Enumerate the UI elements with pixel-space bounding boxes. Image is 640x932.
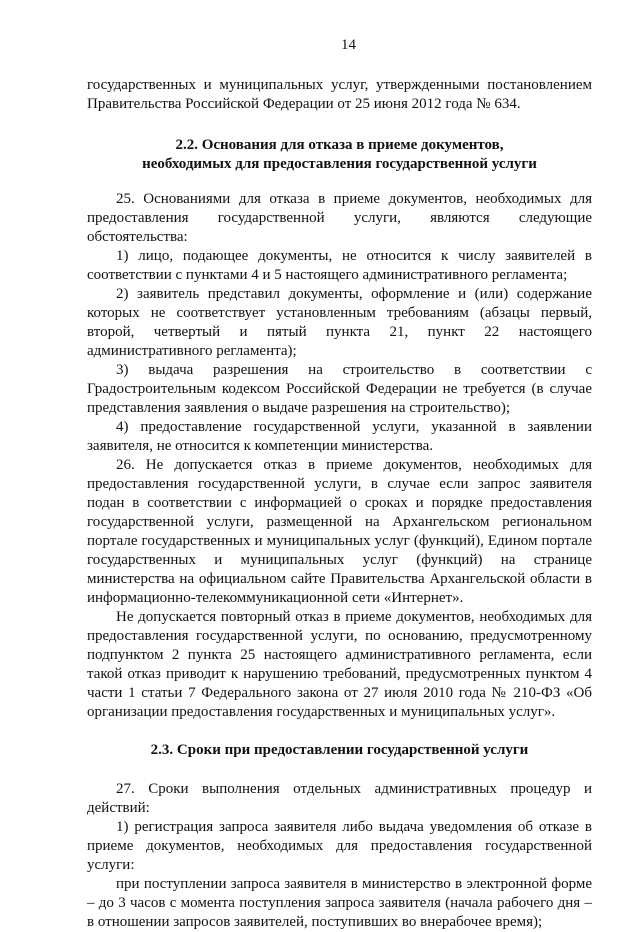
- paragraph-25: 25. Основаниями для отказа в приеме документов, необходимых для предоставления государственной услуги, являются следующие обстоятельства:: [87, 191, 592, 245]
- paragraph-26-repeat: Не допускается повторный отказ в приеме документов, необходимых для предоставления государственной услуги, по основанию, предусмотренному подпунктом 2 пункта 25 настоящего административного регламента, если такой отказ приводит к нарушению требований, предусмотренных пунктом 4 части 1 статьи 7 Федерального закона от 27 июля 2010 года № 210-ФЗ «Об организации предоставления государственных и муниципальных услуг».: [87, 609, 592, 720]
- paragraph-27-electronic: при поступлении запроса заявителя в министерство в электронной форме – до 3 часов с момента поступления запроса заявителя (начала рабочего дня – в отношении запросов заявителей, поступивших во внерабочее время);: [87, 876, 592, 930]
- section-2-2-title-line2: необходимых для предоставления государственной услуги: [142, 156, 537, 172]
- section-2-2-body: [87, 190, 592, 722]
- section-2-3-body: [87, 780, 592, 932]
- section-2-2-title-line1: 2.2. Основания для отказа в приеме документов,: [175, 137, 504, 153]
- paragraph-25-item-1: 1) лицо, подающее документы, не относится к числу заявителей в соответствии с пунктами 4 и 5 настоящего административного регламента;: [87, 248, 592, 283]
- paragraph-25-item-2: 2) заявитель представил документы, оформление и (или) содержание которых не соответствует установленным требованиям (абзацы первый, второй, четвертый и пятый пункта 21, пункт 22 настоящего административного регламента);: [87, 286, 592, 359]
- paragraph-27: 27. Сроки выполнения отдельных административных процедур и действий:: [87, 781, 592, 816]
- paragraph-26: 26. Не допускается отказ в приеме документов, необходимых для предоставления государственной услуги, в случае если запрос заявителя подан в соответствии с информацией о сроках и порядке предоставления государственной услуги, размещенной на Архангельском региональном портале государственных и муниципальных услуг (функций), Едином портале государственных и муниципальных услуг (функций) на странице министерства на официальном сайте Правительства Архангельской области в информационно-телекоммуникационной сети «Интернет».: [87, 457, 592, 606]
- section-2-3-title: 2.3. Сроки при предоставлении государственной услуги: [150, 742, 529, 758]
- intro-paragraph: государственных и муниципальных услуг, утвержденными постановлением Правительства Российской Федерации от 25 июня 2012 года № 634.: [87, 77, 592, 112]
- paragraph-25-item-3: 3) выдача разрешения на строительство в соответствии с Градостроительным кодексом Российской Федерации не требуется (в случае представления заявления о выдаче разрешения на строительство);: [87, 362, 592, 416]
- paragraph-27-item-1: 1) регистрация запроса заявителя либо выдача уведомления об отказе в приеме документов, необходимых для предоставления государственной услуги:: [87, 819, 592, 873]
- page-number: 14: [341, 37, 356, 53]
- paragraph-25-item-4: 4) предоставление государственной услуги, указанной в заявлении заявителя, не относится к компетенции министерства.: [87, 419, 592, 454]
- section-2-3-heading: [87, 741, 592, 760]
- section-2-2-heading: [87, 136, 592, 174]
